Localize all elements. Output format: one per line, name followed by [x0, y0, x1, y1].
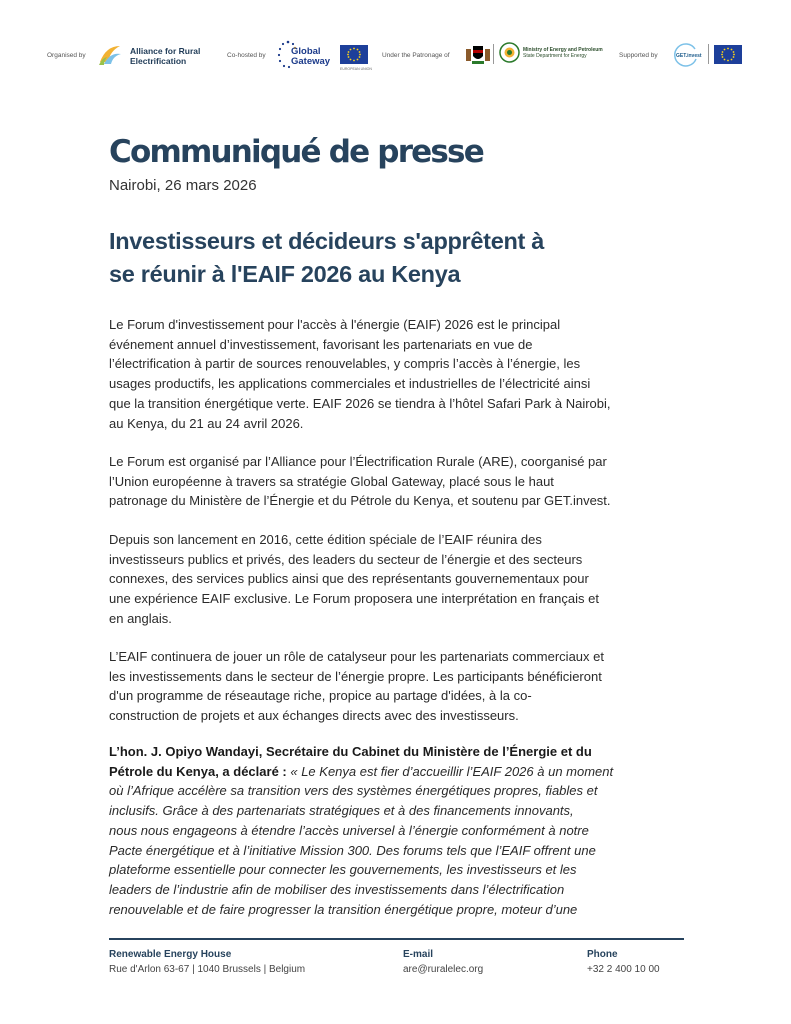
footer-phone-heading: Phone [587, 949, 618, 960]
paragraph-organisers [109, 452, 689, 511]
quote-text: nous nous engageons à étendre l’accès universel à l’énergie conformément à notre [109, 822, 589, 838]
quote-line [109, 781, 689, 801]
paragraph-catalyst [109, 647, 689, 726]
quote-speaker [109, 742, 689, 762]
patronage-label: Under the Patronage of [382, 52, 450, 59]
text-line: d'un programme de réseautage riche, propice au partage d'idées, à la co- [109, 688, 532, 704]
kenya-coat-of-arms-icon [466, 43, 490, 65]
text-line: les investissements dans le secteur de l’énergie propre. Les participants bénéficieront [109, 668, 602, 684]
footer-phone: +32 2 400 10 00 [587, 964, 660, 975]
headline [109, 225, 689, 291]
quote-text: plateforme essentielle pour connecter les gouvernements, les investisseurs et les [109, 862, 577, 878]
logo-divider [493, 44, 494, 64]
text-line: au Kenya, du 21 au 24 avril 2026. [109, 415, 304, 431]
text-line: une expérience EAIF exclusive. Le Forum proposera une interprétation en français et [109, 591, 599, 607]
partner-logo-strip [44, 38, 747, 74]
are-logo-line1: Alliance for Rural [130, 46, 201, 56]
paragraph-history [109, 530, 689, 629]
text-line: Depuis son lancement en 2016, cette édition spéciale de l’EAIF réunira des [109, 532, 542, 547]
quote-text: Pacte énergétique et à l’initiative Mission 300. Des forums tels que l’EAIF offrent une [109, 842, 596, 858]
text-line: en anglais. [109, 610, 172, 626]
press-release-title: Communiqué de presse [109, 134, 483, 170]
footer-address-heading: Renewable Energy House [109, 949, 232, 960]
footer-email-link[interactable]: are@ruralelec.org [403, 964, 484, 975]
get-invest-text: GET.invest [676, 53, 702, 59]
headline-line: se réunir à l'EAIF 2026 au Kenya [109, 261, 461, 287]
quote-line [109, 821, 689, 841]
quote-line [109, 880, 689, 900]
global-gateway-line2: Gateway [291, 56, 331, 67]
ministry-text [523, 47, 603, 59]
text-line: Le Forum est organisé par l’Alliance pour l’Électrification Rurale (ARE), coorganisé par [109, 454, 607, 469]
footer-email-heading: E-mail [403, 949, 434, 960]
quote-text: où l’Afrique accélère sa transition vers des systèmes énergétiques propres, fiables et [109, 783, 598, 799]
text-line: événement annuel d’investissement, favorisant les partenariats en vue de [109, 336, 533, 352]
ministry-line2: State Department for Energy [523, 53, 587, 59]
quote-line [109, 860, 689, 880]
ministry-seal-icon [499, 42, 520, 63]
organised-by-label: Organised by [47, 52, 86, 59]
eu-flag-icon [340, 45, 368, 64]
quote-line [109, 801, 689, 821]
dateline: Nairobi, 26 mars 2026 [109, 177, 257, 194]
quote-text: renouvelable et de faire progresser la transition énergétique propre, moteur d’une [109, 901, 578, 917]
text-line: L’EAIF continuera de jouer un rôle de catalyseur pour les partenariats commerciaux et [109, 649, 604, 664]
quote-text: inclusifs. Grâce à des partenariats stratégiques et à des financements innovants, [109, 803, 574, 819]
global-gateway-line1: Global [291, 46, 321, 57]
text-line: Le Forum d'investissement pour l'accès à l'énergie (EAIF) 2026 est le principal [109, 317, 561, 332]
text-line: patronage du Ministère de l’Énergie et du Pétrole du Kenya, et soutenu par GET.invest. [109, 493, 611, 509]
speaker-line: L’hon. J. Opiyo Wandayi, Secrétaire du Cabinet du Ministère de l’Énergie et du [109, 744, 592, 759]
text-line: que la transition énergétique verte. EAIF 2026 se tiendra à l’hôtel Safari Park à Nairobi, [109, 395, 611, 411]
supported-by-label: Supported by [619, 52, 658, 59]
are-logo-text [130, 46, 200, 66]
text-line: construction de projets et aux échanges directs avec des investisseurs. [109, 708, 519, 724]
are-logo-line2: Electrification [130, 56, 187, 66]
quote-speaker-line [109, 762, 689, 782]
paragraph-intro [109, 315, 689, 433]
footer-address: Rue d'Arlon 63-67 | 1040 Brussels | Belgium [109, 964, 306, 975]
are-logo-icon [98, 42, 122, 66]
global-gateway-text [291, 47, 330, 67]
eu-caption: EUROPEAN UNION [340, 67, 372, 71]
quote-line [109, 841, 689, 861]
quote-text: leaders de l’industrie afin de mobiliser des investissements dans l’électrification [109, 881, 565, 897]
text-line: l’électrification à partir de sources renouvelables, y compris l’accès à l’énergie, les [109, 356, 581, 372]
quote-line [109, 900, 689, 920]
text-line: connexes, des services publics ainsi que des représentants gouvernementaux pour [109, 571, 589, 587]
cohosted-by-label: Co-hosted by [227, 52, 266, 59]
footer-divider [109, 938, 684, 940]
ministry-line1: Ministry of Energy and Petroleum [523, 47, 603, 53]
headline-line: Investisseurs et décideurs s'apprêtent à [109, 228, 545, 254]
text-line: l’Union européenne à travers sa stratégie Global Gateway, placé sous le haut [109, 473, 554, 489]
minister-quote [109, 742, 689, 919]
text-line: usages productifs, les applications commerciales et industrielles de l’électricité ainsi [109, 376, 591, 392]
eu-flag-icon [714, 45, 742, 64]
text-line: investisseurs publics et privés, des leaders du secteur de l’énergie et des secteurs [109, 551, 583, 567]
speaker-line: Pétrole du Kenya, a déclaré : [109, 763, 287, 779]
quote-text: « Le Kenya est fier d’accueillir l’EAIF 2026 à un moment [290, 763, 614, 779]
logo-divider [708, 44, 709, 64]
